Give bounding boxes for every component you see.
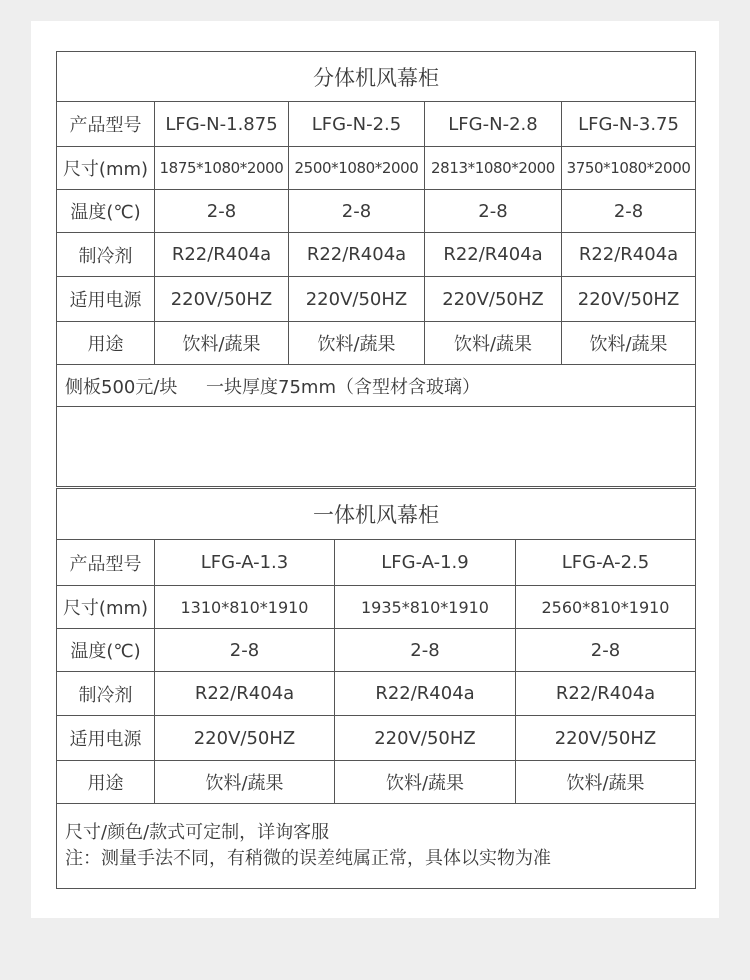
footer-notes — [57, 804, 696, 889]
table-cell: 2560*810*1910 — [516, 586, 696, 629]
table-cell: 220V/50HZ — [425, 277, 562, 322]
table-cell: 2-8 — [335, 629, 516, 672]
row-label-temperature: 温度(℃) — [57, 629, 155, 672]
table-cell: 2-8 — [155, 190, 289, 233]
row-label-refrigerant: 制冷剂 — [57, 233, 155, 277]
row-label-usage: 用途 — [57, 761, 155, 804]
integrated-unit-title: 一体机风幕柜 — [57, 489, 696, 540]
table-cell: LFG-N-1.875 — [155, 102, 289, 147]
table-cell: 2-8 — [425, 190, 562, 233]
row-label-temperature: 温度(℃) — [57, 190, 155, 233]
table-cell: 220V/50HZ — [155, 277, 289, 322]
table-cell: R22/R404a — [562, 233, 696, 277]
table-cell: 饮料/蔬果 — [562, 322, 696, 365]
table-cell: 220V/50HZ — [562, 277, 696, 322]
table-row — [57, 586, 696, 629]
table-cell: 1310*810*1910 — [155, 586, 335, 629]
table-cell: 饮料/蔬果 — [289, 322, 425, 365]
table-cell: 220V/50HZ — [335, 716, 516, 761]
table-row — [57, 629, 696, 672]
customization-note: 尺寸/颜色/款式可定制，详询客服 — [65, 822, 330, 843]
table-cell: R22/R404a — [155, 233, 289, 277]
table-row — [57, 761, 696, 804]
table-cell: LFG-A-1.9 — [335, 540, 516, 586]
table-cell: 饮料/蔬果 — [516, 761, 696, 804]
table-cell: 饮料/蔬果 — [155, 761, 335, 804]
table-cell: 饮料/蔬果 — [155, 322, 289, 365]
table-row — [57, 102, 696, 147]
table-cell: LFG-N-2.8 — [425, 102, 562, 147]
table-cell: LFG-A-2.5 — [516, 540, 696, 586]
table-cell: 2-8 — [516, 629, 696, 672]
table-row — [57, 147, 696, 190]
table-cell: 1935*810*1910 — [335, 586, 516, 629]
table-cell: 饮料/蔬果 — [335, 761, 516, 804]
row-label-usage: 用途 — [57, 322, 155, 365]
integrated-unit-spec-table — [56, 488, 696, 889]
table-cell: 2-8 — [155, 629, 335, 672]
table-cell: R22/R404a — [425, 233, 562, 277]
row-label-refrigerant: 制冷剂 — [57, 672, 155, 716]
table-cell: 220V/50HZ — [289, 277, 425, 322]
table-row — [57, 716, 696, 761]
table-cell: 3750*1080*2000 — [562, 147, 696, 190]
table-cell: 220V/50HZ — [155, 716, 335, 761]
row-label-model: 产品型号 — [57, 102, 155, 147]
table-cell: LFG-A-1.3 — [155, 540, 335, 586]
row-label-size: 尺寸(mm) — [57, 147, 155, 190]
table-row — [57, 233, 696, 277]
table-row — [57, 190, 696, 233]
table-row — [57, 277, 696, 322]
table-cell: 2-8 — [562, 190, 696, 233]
row-label-power: 适用电源 — [57, 277, 155, 322]
table-cell: 饮料/蔬果 — [425, 322, 562, 365]
table-cell: R22/R404a — [289, 233, 425, 277]
table-cell: 1875*1080*2000 — [155, 147, 289, 190]
split-unit-spec-table — [56, 51, 696, 487]
table-cell: LFG-N-3.75 — [562, 102, 696, 147]
blank-spacer-row — [57, 407, 696, 487]
split-unit-title: 分体机风幕柜 — [57, 52, 696, 102]
table-cell: R22/R404a — [516, 672, 696, 716]
measurement-disclaimer: 注：测量手法不同，有稍微的误差纯属正常，具体以实物为准 — [65, 848, 551, 869]
table-cell: R22/R404a — [335, 672, 516, 716]
row-label-power: 适用电源 — [57, 716, 155, 761]
table-row — [57, 540, 696, 586]
table-cell: 2-8 — [289, 190, 425, 233]
row-label-model: 产品型号 — [57, 540, 155, 586]
table-row — [57, 322, 696, 365]
table-cell: R22/R404a — [155, 672, 335, 716]
row-label-size: 尺寸(mm) — [57, 586, 155, 629]
table-cell: 2813*1080*2000 — [425, 147, 562, 190]
table-row — [57, 672, 696, 716]
table-cell: 2500*1080*2000 — [289, 147, 425, 190]
table-cell: LFG-N-2.5 — [289, 102, 425, 147]
table-cell: 220V/50HZ — [516, 716, 696, 761]
side-panel-note: 侧板500元/块 一块厚度75mm（含型材含玻璃） — [57, 365, 696, 407]
